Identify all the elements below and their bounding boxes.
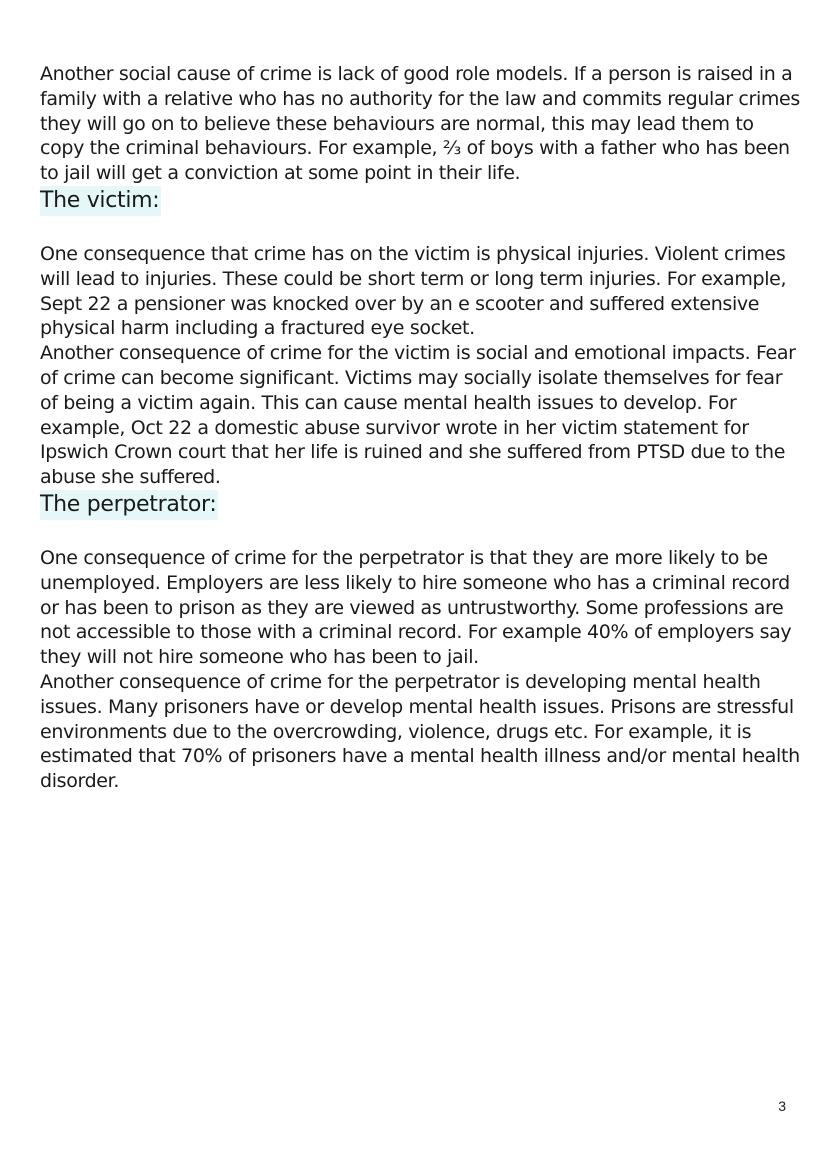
intro-paragraph: Another social cause of crime is lack of good role models. If a person is raised in a family with a relative who has no authority for the law and commits regular crimes they will go on to believe these behaviours are normal, this may lead them to copy the criminal behaviours. For example, ⅔ of boys with a father who has been to jail will get a conviction at some point in their life.	[40, 63, 800, 185]
victim-paragraph-social-emotional: Another consequence of crime for the victim is social and emotional impacts. Fear of crime can become significant. Victims may socially isolate themselves for fear of being a victim again. This can cause mental health issues to develop. For example, Oct 22 a domestic abuse survivor wrote in her victim statement for Ipswich Crown court that her life is ruined and she suffered from PTSD due to the abuse she suffered.	[40, 342, 796, 489]
page-number: 3	[778, 1098, 786, 1114]
victim-paragraph-physical-injuries: One consequence that crime has on the victim is physical injuries. Violent crimes will lead to injuries. These could be short term or long term injuries. For example, Sept 22 a pensioner was knocked over by an e scooter and suffered extensive physical harm including a fractured eye socket.	[40, 242, 787, 340]
victim-heading: The victim:	[40, 186, 161, 216]
perpetrator-paragraph-unemployment: One consequence of crime for the perpetrator is that they are more likely to be unemployed. Employers are less likely to hire someone who has a criminal record or has been to prison as they are viewed as untrustworthy. Some professions are not accessible to those with a criminal record. For example 40% of employers say they will not hire someone who has been to jail.	[40, 546, 792, 669]
document-page	[40, 62, 800, 794]
victim-heading-wrap	[40, 186, 800, 216]
perpetrator-heading: The perpetrator:	[40, 490, 218, 520]
perpetrator-paragraph-mental-health: Another consequence of crime for the perpetrator is developing mental health issues. Many prisoners have or develop mental health issues. Prisons are stressful environments due to the overcrowding, violence, drugs etc. For example, it is estimated that 70% of prisoners have a mental health illness and/or mental health disorder.	[40, 670, 800, 793]
perpetrator-heading-wrap	[40, 490, 800, 520]
